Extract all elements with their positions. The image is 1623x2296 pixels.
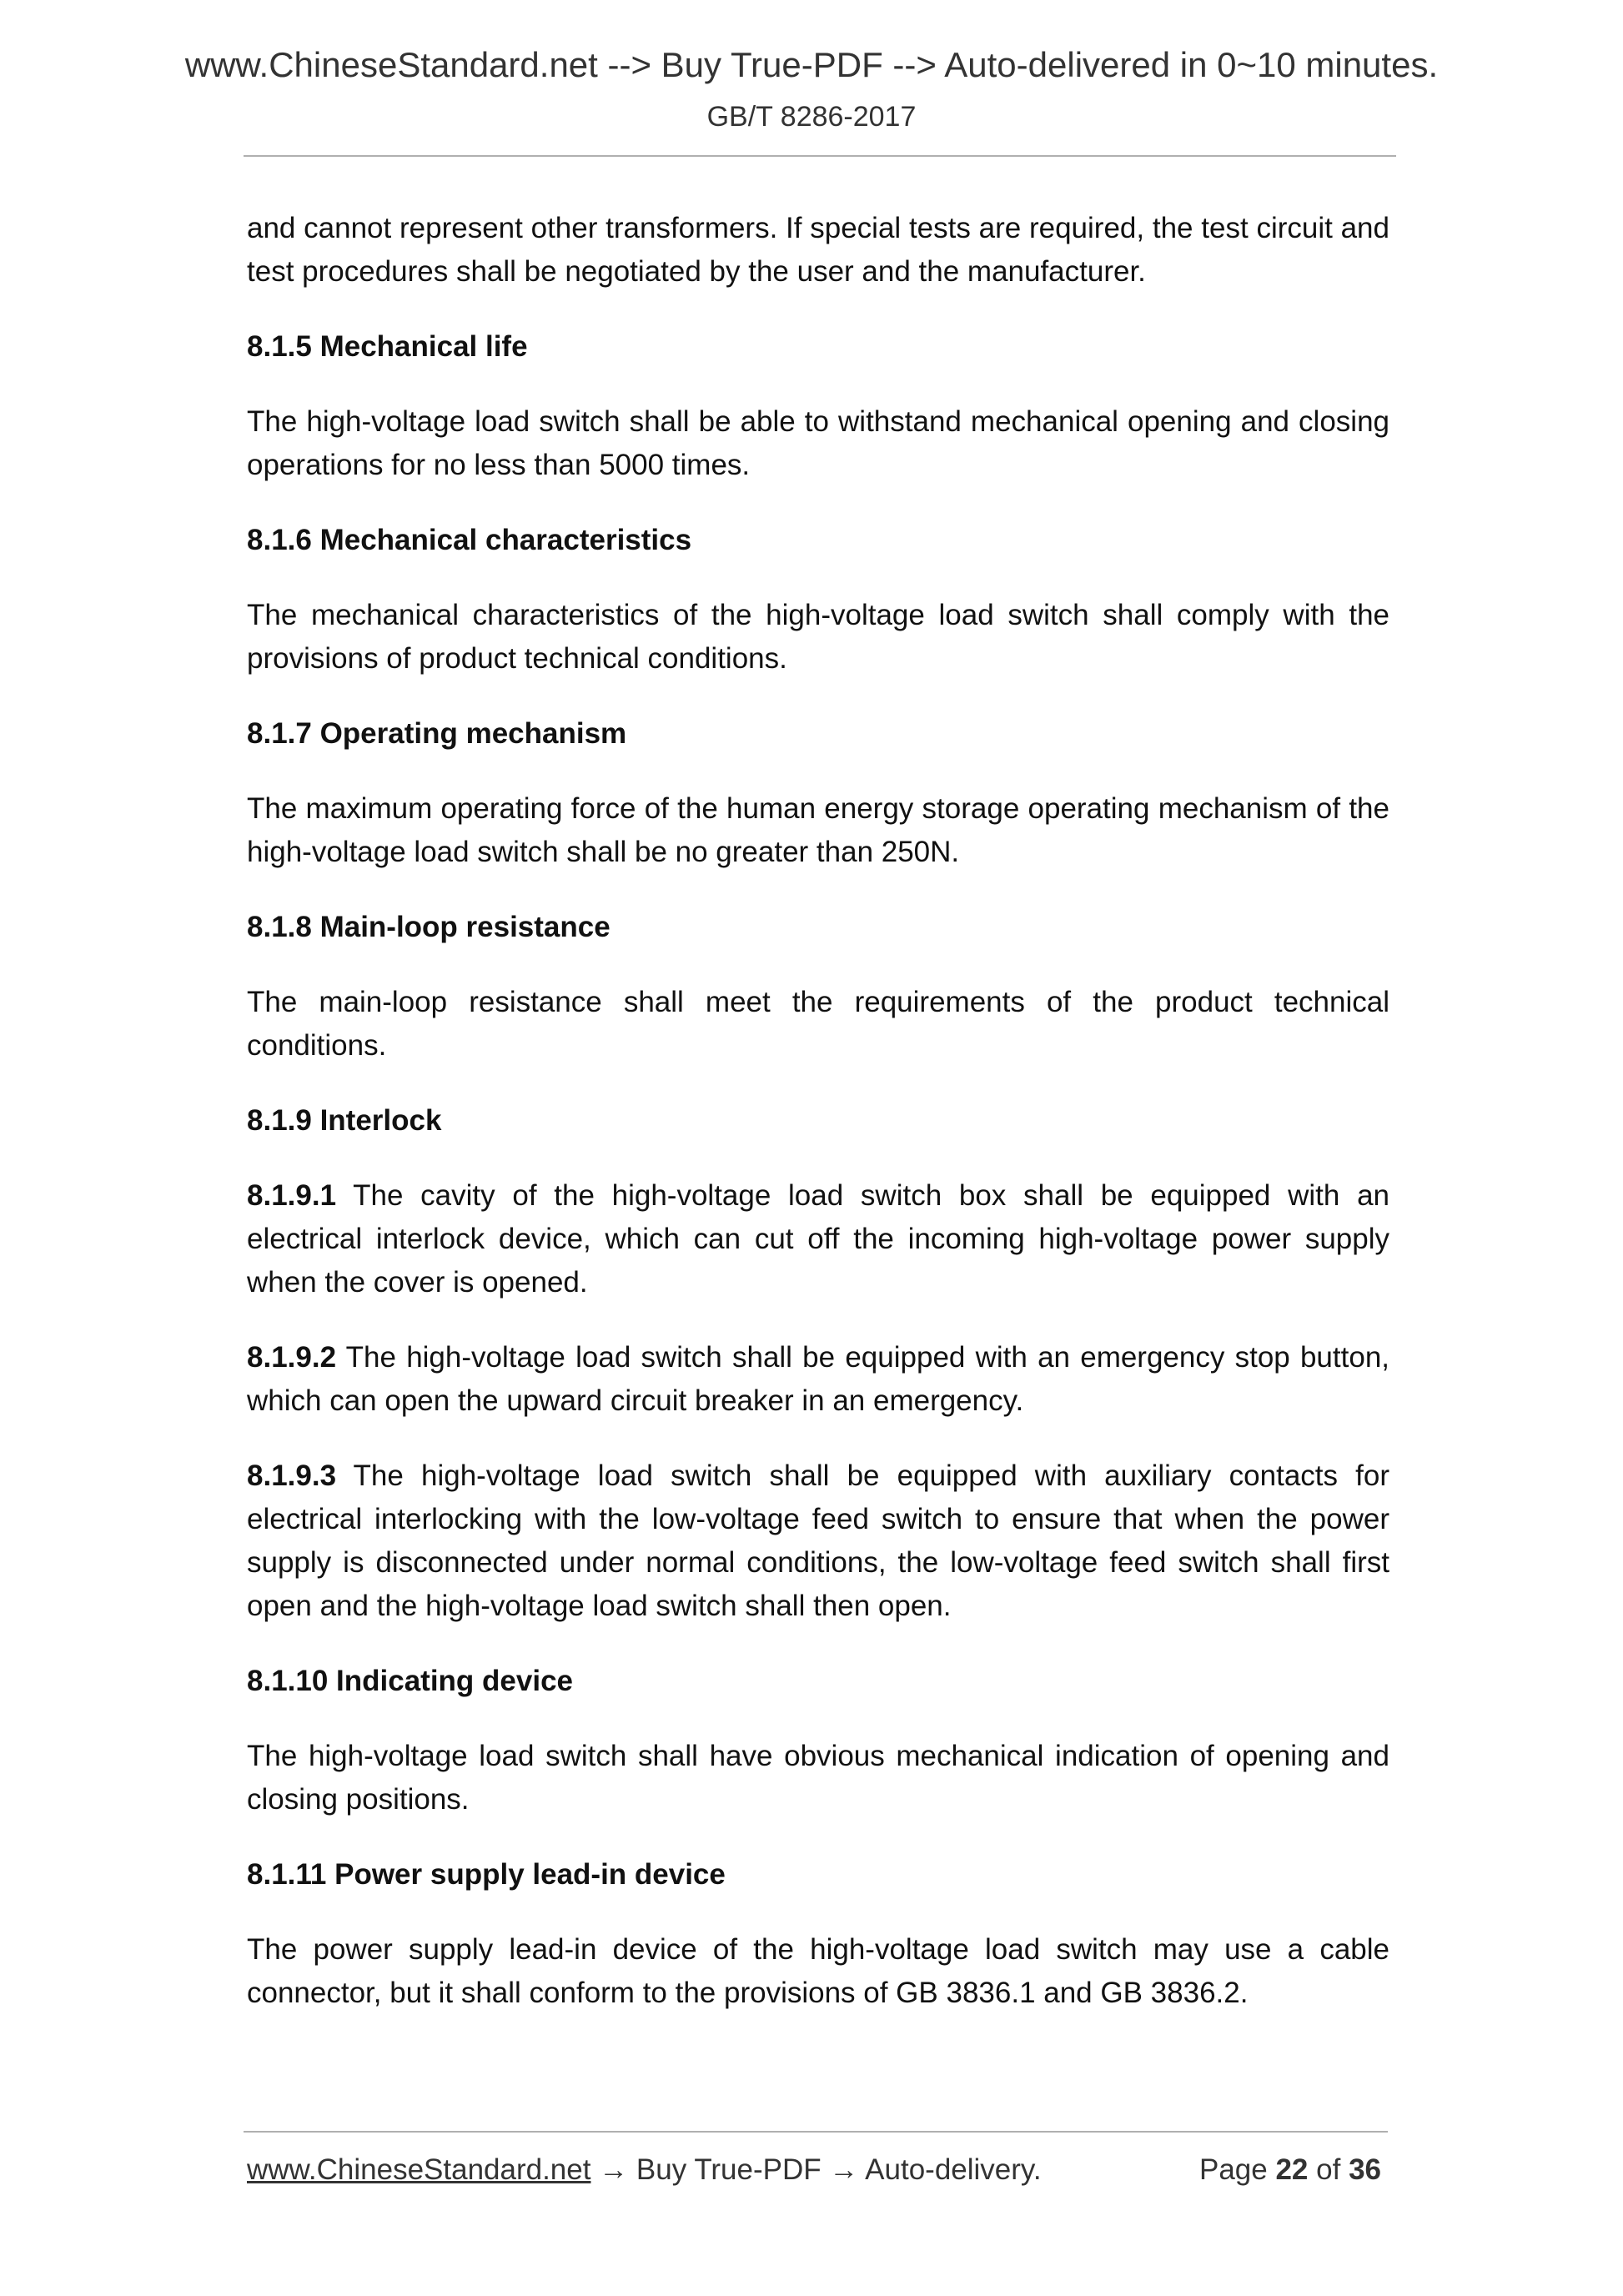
clause-paragraph: [247, 1174, 1389, 1304]
page-footer: [247, 2150, 1381, 2190]
section-text: The main-loop resistance shall meet the requirements of the product technical conditions.: [247, 986, 1389, 1062]
standard-code: GB/T 8286-2017: [706, 101, 917, 133]
section-heading: 8.1.11 Power supply lead-in device: [247, 1858, 726, 1891]
clause-number: 8.1.9.2: [247, 1341, 337, 1374]
header-divider: [244, 155, 1396, 157]
section-text: The high-voltage load switch shall have obvious mechanical indication of opening and closing positions.: [247, 1740, 1389, 1816]
clause-text: The high-voltage load switch shall be equipped with auxiliary contacts for electrical interlocking with the low-voltage feed switch to ensure that when the power supply is disconnected under normal conditions, the low-voltage feed switch shall first open and the high-voltage load switch shall then open.: [247, 1459, 1389, 1622]
section-text: The mechanical characteristics of the high-voltage load switch shall comply with the provisions of product technical conditions.: [247, 599, 1389, 675]
page-number: 22: [1275, 2153, 1309, 2186]
section-text: The high-voltage load switch shall be able to withstand mechanical opening and closing operations for no less than 5000 times.: [247, 405, 1389, 481]
page-label: Page: [1198, 2153, 1268, 2186]
section-heading: 8.1.6 Mechanical characteristics: [247, 524, 692, 556]
clause-number: 8.1.9.1: [247, 1179, 337, 1212]
footer-tagline: → Buy True-PDF → Auto-delivery.: [590, 2153, 1042, 2186]
clause-paragraph: [247, 1454, 1389, 1628]
document-body: [247, 207, 1389, 2047]
intro-paragraph: and cannot represent other transformers. If special tests are required, the test circuit and test procedures shall be negotiated by the user and the manufacturer.: [247, 212, 1389, 288]
section-heading: 8.1.5 Mechanical life: [247, 330, 528, 363]
page-indicator: [1199, 2150, 1381, 2190]
clause-paragraph: [247, 1336, 1389, 1423]
section-text: The maximum operating force of the human energy storage operating mechanism of the high-voltage load switch shall be no greater than 250N.: [247, 792, 1389, 868]
footer-divider: [244, 2131, 1388, 2133]
section-text: The power supply lead-in device of the high-voltage load switch may use a cable connector, but it shall conform to the provisions of GB 3836.1 and GB 3836.2.: [247, 1933, 1389, 2009]
clause-number: 8.1.9.3: [247, 1459, 337, 1492]
section-heading: 8.1.8 Main-loop resistance: [247, 911, 611, 943]
clause-text: The cavity of the high-voltage load switch box shall be equipped with an electrical interlock device, which can cut off the incoming high-voltage power supply when the cover is opened.: [247, 1179, 1389, 1299]
header-banner: www.ChineseStandard.net --> Buy True-PDF --> Auto-delivered in 0~10 minutes.: [184, 45, 1439, 84]
of-label: of: [1316, 2153, 1341, 2186]
site-link[interactable]: www.ChineseStandard.net: [247, 2153, 591, 2186]
section-heading: 8.1.9 Interlock: [247, 1104, 442, 1137]
section-heading: 8.1.7 Operating mechanism: [247, 717, 627, 750]
clause-text: The high-voltage load switch shall be equipped with an emergency stop button, which can open the upward circuit breaker in an emergency.: [247, 1341, 1390, 1417]
total-pages: 36: [1349, 2153, 1381, 2186]
section-heading: 8.1.10 Indicating device: [247, 1665, 573, 1697]
